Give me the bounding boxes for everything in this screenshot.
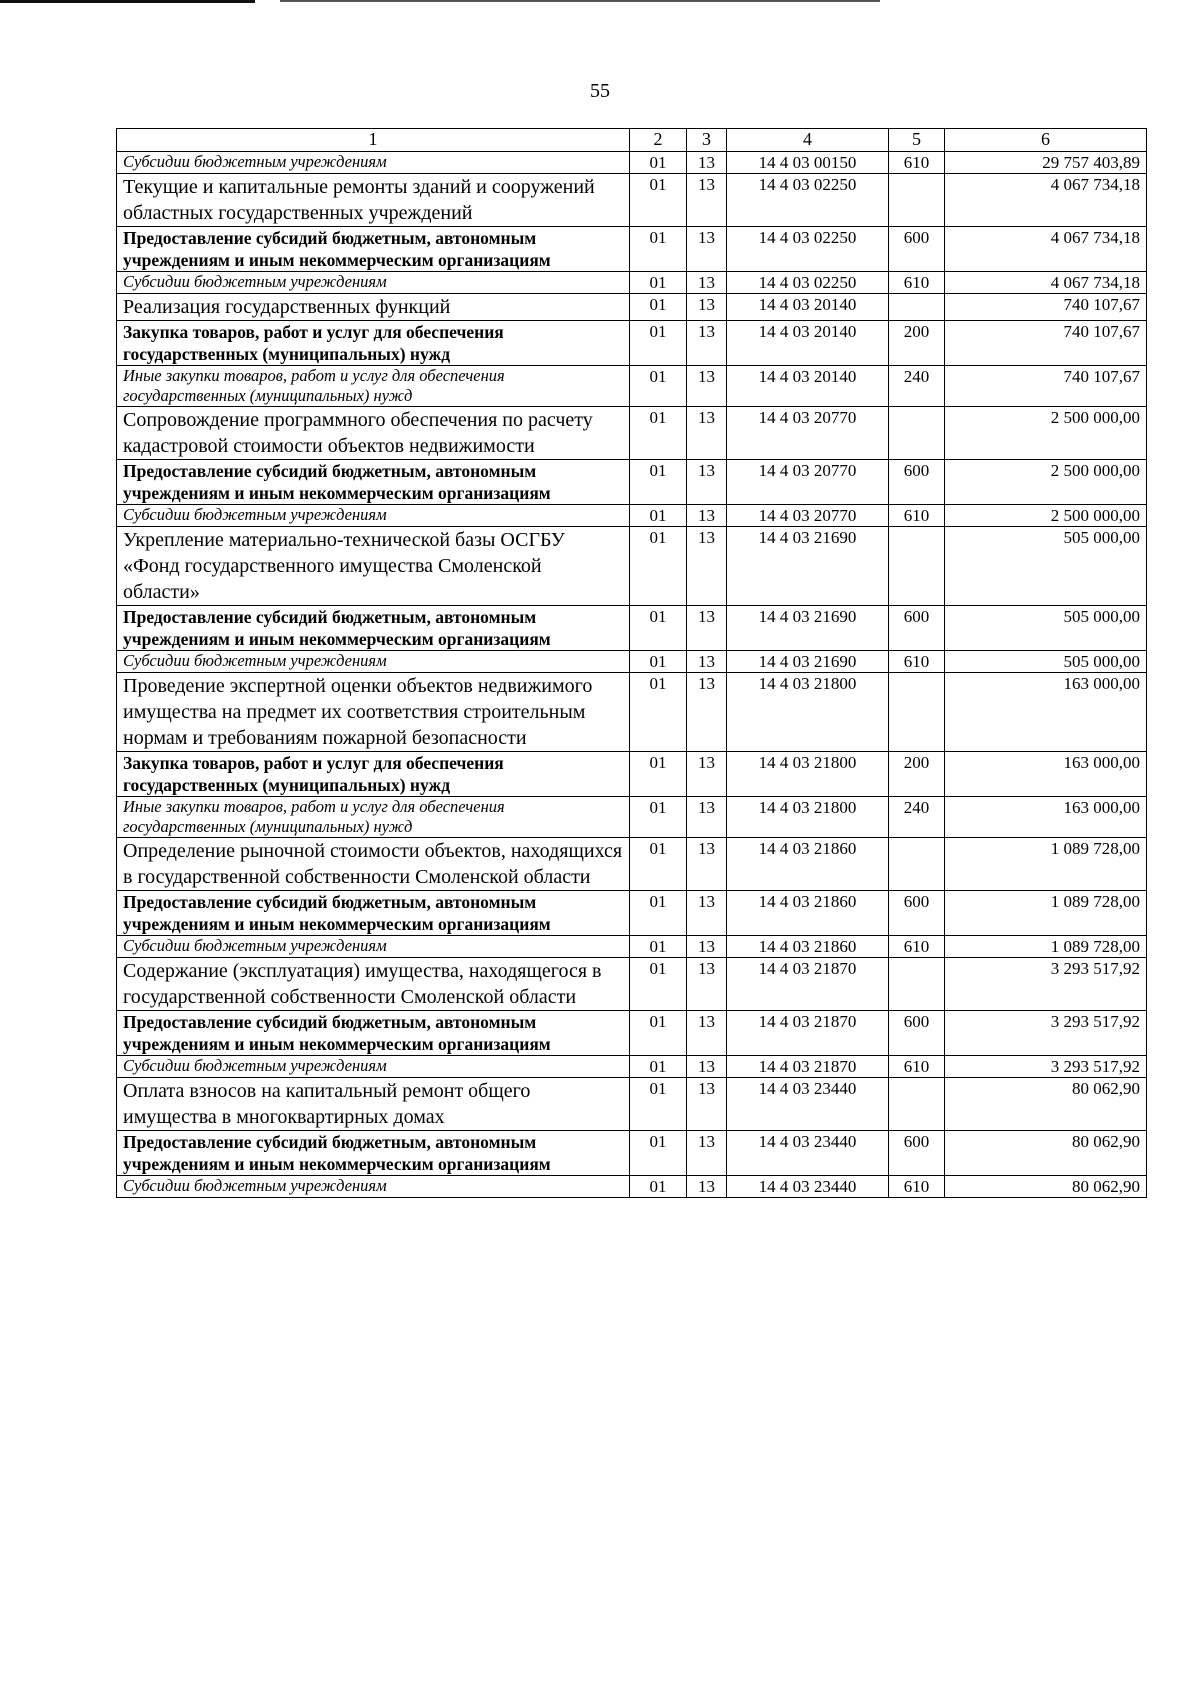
- section-code-cell: 01: [630, 673, 687, 752]
- table-row: [117, 797, 1147, 838]
- table-row: [117, 752, 1147, 797]
- amount-cell: 3 293 517,92: [945, 1011, 1147, 1056]
- amount-cell: 1 089 728,00: [945, 838, 1147, 891]
- section-code-cell: 01: [630, 407, 687, 460]
- table-row: [117, 1011, 1147, 1056]
- row-name-cell: Оплата взносов на капитальный ремонт общего имущества в многоквартирных домах: [117, 1078, 630, 1131]
- subsection-code-cell: 13: [687, 1131, 727, 1176]
- subsection-code-cell: 13: [687, 838, 727, 891]
- expense-type-cell: 610: [889, 272, 945, 294]
- table-row: [117, 174, 1147, 227]
- column-header: 4: [727, 129, 889, 152]
- expense-type-cell: [889, 958, 945, 1011]
- section-code-cell: 01: [630, 891, 687, 936]
- expense-type-cell: [889, 407, 945, 460]
- amount-cell: 4 067 734,18: [945, 272, 1147, 294]
- target-article-cell: 14 4 03 21860: [727, 838, 889, 891]
- target-article-cell: 14 4 03 02250: [727, 272, 889, 294]
- expense-type-cell: 610: [889, 936, 945, 958]
- section-code-cell: 01: [630, 958, 687, 1011]
- section-code-cell: 01: [630, 272, 687, 294]
- expense-type-cell: 600: [889, 606, 945, 651]
- subsection-code-cell: 13: [687, 227, 727, 272]
- table-row: [117, 152, 1147, 174]
- amount-cell: 163 000,00: [945, 673, 1147, 752]
- table-row: [117, 673, 1147, 752]
- column-header: 3: [687, 129, 727, 152]
- target-article-cell: 14 4 03 20770: [727, 505, 889, 527]
- row-name-cell: Субсидии бюджетным учреждениям: [117, 272, 630, 294]
- subsection-code-cell: 13: [687, 936, 727, 958]
- target-article-cell: 14 4 03 02250: [727, 227, 889, 272]
- column-header: 5: [889, 129, 945, 152]
- expense-type-cell: 610: [889, 651, 945, 673]
- expense-type-cell: 610: [889, 1056, 945, 1078]
- row-name-cell: Текущие и капитальные ремонты зданий и сооружений областных государственных учреждений: [117, 174, 630, 227]
- subsection-code-cell: 13: [687, 321, 727, 366]
- amount-cell: 80 062,90: [945, 1131, 1147, 1176]
- subsection-code-cell: 13: [687, 752, 727, 797]
- target-article-cell: 14 4 03 20140: [727, 366, 889, 407]
- expense-type-cell: 240: [889, 797, 945, 838]
- table-row: [117, 272, 1147, 294]
- section-code-cell: 01: [630, 460, 687, 505]
- expense-type-cell: 240: [889, 366, 945, 407]
- expense-type-cell: 200: [889, 752, 945, 797]
- table-header-row: [117, 129, 1147, 152]
- row-name-cell: Определение рыночной стоимости объектов, находящихся в государственной собственности Смоленской области: [117, 838, 630, 891]
- expense-type-cell: [889, 1078, 945, 1131]
- amount-cell: 2 500 000,00: [945, 460, 1147, 505]
- table-row: [117, 227, 1147, 272]
- subsection-code-cell: 13: [687, 1011, 727, 1056]
- section-code-cell: 01: [630, 1131, 687, 1176]
- expense-type-cell: 610: [889, 505, 945, 527]
- table-row: [117, 1131, 1147, 1176]
- expense-type-cell: [889, 527, 945, 606]
- target-article-cell: 14 4 03 23440: [727, 1131, 889, 1176]
- subsection-code-cell: 13: [687, 152, 727, 174]
- table-row: [117, 651, 1147, 673]
- expense-type-cell: [889, 294, 945, 321]
- table-row: [117, 407, 1147, 460]
- subsection-code-cell: 13: [687, 797, 727, 838]
- expense-type-cell: 600: [889, 1131, 945, 1176]
- expense-type-cell: [889, 838, 945, 891]
- table-row: [117, 527, 1147, 606]
- target-article-cell: 14 4 03 21870: [727, 1056, 889, 1078]
- page-number: 55: [590, 80, 610, 102]
- row-name-cell: Содержание (эксплуатация) имущества, находящегося в государственной собственности Смоленской области: [117, 958, 630, 1011]
- amount-cell: 2 500 000,00: [945, 505, 1147, 527]
- subsection-code-cell: 13: [687, 1056, 727, 1078]
- table-row: [117, 1078, 1147, 1131]
- table-row: [117, 366, 1147, 407]
- amount-cell: 4 067 734,18: [945, 227, 1147, 272]
- amount-cell: 163 000,00: [945, 797, 1147, 838]
- scan-artifact-top-mid: [280, 0, 880, 2]
- row-name-cell: Субсидии бюджетным учреждениям: [117, 505, 630, 527]
- subsection-code-cell: 13: [687, 1176, 727, 1198]
- subsection-code-cell: 13: [687, 673, 727, 752]
- target-article-cell: 14 4 03 21860: [727, 936, 889, 958]
- row-name-cell: Предоставление субсидий бюджетным, автономным учреждениям и иным некоммерческим организациям: [117, 460, 630, 505]
- table-row: [117, 838, 1147, 891]
- row-name-cell: Закупка товаров, работ и услуг для обеспечения государственных (муниципальных) нужд: [117, 321, 630, 366]
- scan-artifact-top-left: [0, 0, 255, 3]
- target-article-cell: 14 4 03 21800: [727, 797, 889, 838]
- section-code-cell: 01: [630, 174, 687, 227]
- row-name-cell: Сопровождение программного обеспечения по расчету кадастровой стоимости объектов недвижимости: [117, 407, 630, 460]
- budget-table: [116, 128, 1147, 1198]
- amount-cell: 4 067 734,18: [945, 174, 1147, 227]
- row-name-cell: Предоставление субсидий бюджетным, автономным учреждениям и иным некоммерческим организациям: [117, 1011, 630, 1056]
- row-name-cell: Предоставление субсидий бюджетным, автономным учреждениям и иным некоммерческим организациям: [117, 606, 630, 651]
- amount-cell: 505 000,00: [945, 606, 1147, 651]
- amount-cell: 505 000,00: [945, 527, 1147, 606]
- section-code-cell: 01: [630, 294, 687, 321]
- column-header: 6: [945, 129, 1147, 152]
- row-name-cell: Субсидии бюджетным учреждениям: [117, 152, 630, 174]
- target-article-cell: 14 4 03 02250: [727, 174, 889, 227]
- section-code-cell: 01: [630, 1056, 687, 1078]
- table-row: [117, 294, 1147, 321]
- row-name-cell: Субсидии бюджетным учреждениям: [117, 1056, 630, 1078]
- row-name-cell: Реализация государственных функций: [117, 294, 630, 321]
- amount-cell: 1 089 728,00: [945, 891, 1147, 936]
- amount-cell: 740 107,67: [945, 321, 1147, 366]
- subsection-code-cell: 13: [687, 366, 727, 407]
- row-name-cell: Субсидии бюджетным учреждениям: [117, 651, 630, 673]
- row-name-cell: Предоставление субсидий бюджетным, автономным учреждениям и иным некоммерческим организациям: [117, 891, 630, 936]
- table-row: [117, 891, 1147, 936]
- table-row: [117, 958, 1147, 1011]
- table-row: [117, 1176, 1147, 1198]
- expense-type-cell: 610: [889, 1176, 945, 1198]
- amount-cell: 3 293 517,92: [945, 958, 1147, 1011]
- expense-type-cell: 600: [889, 891, 945, 936]
- expense-type-cell: 600: [889, 1011, 945, 1056]
- section-code-cell: 01: [630, 1176, 687, 1198]
- target-article-cell: 14 4 03 20140: [727, 321, 889, 366]
- target-article-cell: 14 4 03 20140: [727, 294, 889, 321]
- subsection-code-cell: 13: [687, 272, 727, 294]
- subsection-code-cell: 13: [687, 606, 727, 651]
- subsection-code-cell: 13: [687, 460, 727, 505]
- expense-type-cell: [889, 174, 945, 227]
- amount-cell: 505 000,00: [945, 651, 1147, 673]
- subsection-code-cell: 13: [687, 407, 727, 460]
- subsection-code-cell: 13: [687, 294, 727, 321]
- subsection-code-cell: 13: [687, 651, 727, 673]
- target-article-cell: 14 4 03 21800: [727, 752, 889, 797]
- section-code-cell: 01: [630, 651, 687, 673]
- section-code-cell: 01: [630, 797, 687, 838]
- target-article-cell: 14 4 03 21800: [727, 673, 889, 752]
- target-article-cell: 14 4 03 00150: [727, 152, 889, 174]
- target-article-cell: 14 4 03 21860: [727, 891, 889, 936]
- table-row: [117, 321, 1147, 366]
- section-code-cell: 01: [630, 936, 687, 958]
- row-name-cell: Субсидии бюджетным учреждениям: [117, 936, 630, 958]
- target-article-cell: 14 4 03 21690: [727, 606, 889, 651]
- amount-cell: 163 000,00: [945, 752, 1147, 797]
- target-article-cell: 14 4 03 20770: [727, 407, 889, 460]
- subsection-code-cell: 13: [687, 174, 727, 227]
- row-name-cell: Укрепление материально-технической базы ОСГБУ «Фонд государственного имущества Смоленской области»: [117, 527, 630, 606]
- expense-type-cell: 600: [889, 460, 945, 505]
- column-header: 2: [630, 129, 687, 152]
- amount-cell: 29 757 403,89: [945, 152, 1147, 174]
- section-code-cell: 01: [630, 1078, 687, 1131]
- target-article-cell: 14 4 03 23440: [727, 1078, 889, 1131]
- subsection-code-cell: 13: [687, 1078, 727, 1131]
- amount-cell: 80 062,90: [945, 1176, 1147, 1198]
- section-code-cell: 01: [630, 152, 687, 174]
- expense-type-cell: 610: [889, 152, 945, 174]
- target-article-cell: 14 4 03 21690: [727, 527, 889, 606]
- section-code-cell: 01: [630, 527, 687, 606]
- row-name-cell: Проведение экспертной оценки объектов недвижимого имущества на предмет их соответствия строительным нормам и требованиям пожарной безопасности: [117, 673, 630, 752]
- amount-cell: 80 062,90: [945, 1078, 1147, 1131]
- table-row: [117, 505, 1147, 527]
- section-code-cell: 01: [630, 606, 687, 651]
- section-code-cell: 01: [630, 321, 687, 366]
- table-row: [117, 1056, 1147, 1078]
- amount-cell: 2 500 000,00: [945, 407, 1147, 460]
- expense-type-cell: 200: [889, 321, 945, 366]
- section-code-cell: 01: [630, 227, 687, 272]
- target-article-cell: 14 4 03 20770: [727, 460, 889, 505]
- row-name-cell: Закупка товаров, работ и услуг для обеспечения государственных (муниципальных) нужд: [117, 752, 630, 797]
- amount-cell: 740 107,67: [945, 366, 1147, 407]
- expense-type-cell: 600: [889, 227, 945, 272]
- amount-cell: 740 107,67: [945, 294, 1147, 321]
- section-code-cell: 01: [630, 505, 687, 527]
- row-name-cell: Иные закупки товаров, работ и услуг для обеспечения государственных (муниципальных) нужд: [117, 366, 630, 407]
- table-row: [117, 936, 1147, 958]
- row-name-cell: Предоставление субсидий бюджетным, автономным учреждениям и иным некоммерческим организациям: [117, 227, 630, 272]
- section-code-cell: 01: [630, 838, 687, 891]
- target-article-cell: 14 4 03 21870: [727, 958, 889, 1011]
- table-row: [117, 606, 1147, 651]
- row-name-cell: Субсидии бюджетным учреждениям: [117, 1176, 630, 1198]
- subsection-code-cell: 13: [687, 527, 727, 606]
- subsection-code-cell: 13: [687, 958, 727, 1011]
- amount-cell: 3 293 517,92: [945, 1056, 1147, 1078]
- subsection-code-cell: 13: [687, 891, 727, 936]
- column-header: 1: [117, 129, 630, 152]
- row-name-cell: Предоставление субсидий бюджетным, автономным учреждениям и иным некоммерческим организациям: [117, 1131, 630, 1176]
- row-name-cell: Иные закупки товаров, работ и услуг для обеспечения государственных (муниципальных) нужд: [117, 797, 630, 838]
- target-article-cell: 14 4 03 21690: [727, 651, 889, 673]
- target-article-cell: 14 4 03 23440: [727, 1176, 889, 1198]
- expense-type-cell: [889, 673, 945, 752]
- section-code-cell: 01: [630, 1011, 687, 1056]
- section-code-cell: 01: [630, 366, 687, 407]
- amount-cell: 1 089 728,00: [945, 936, 1147, 958]
- target-article-cell: 14 4 03 21870: [727, 1011, 889, 1056]
- subsection-code-cell: 13: [687, 505, 727, 527]
- table-row: [117, 460, 1147, 505]
- section-code-cell: 01: [630, 752, 687, 797]
